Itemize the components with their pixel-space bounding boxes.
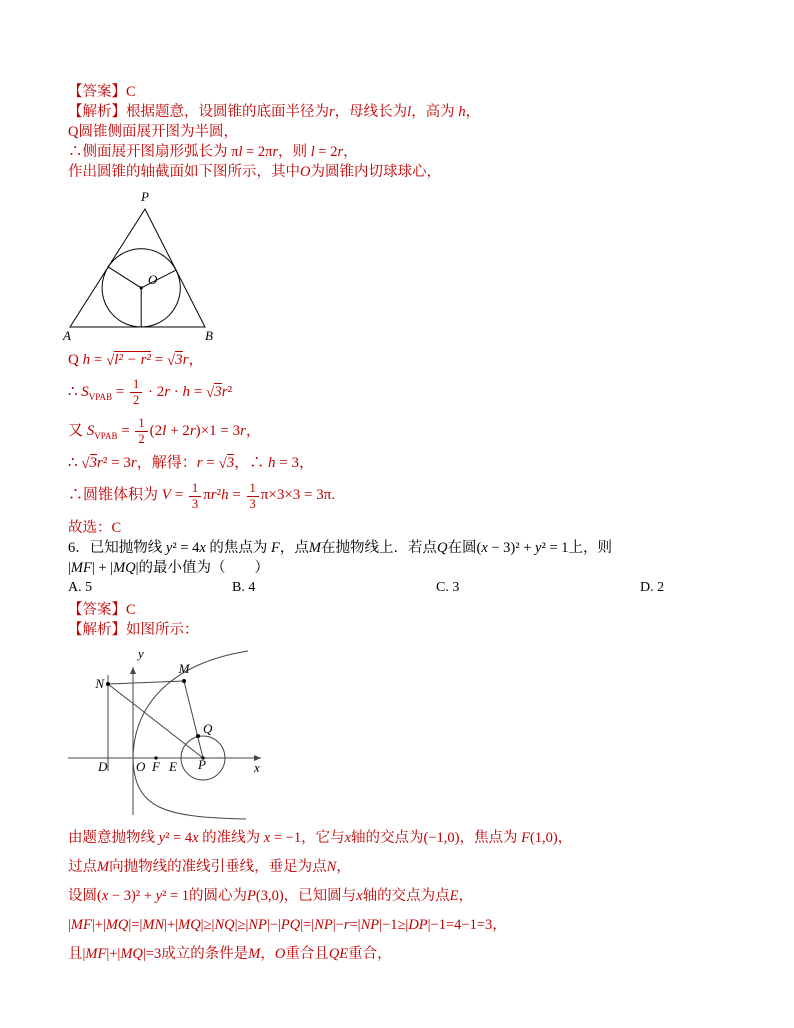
question-6-text-1: 6．已知抛物线 y² = 4x 的焦点为 F，点M在抛物线上．若点Q在圆(x − 3)² + y² = 1上，则 <box>68 539 612 556</box>
analysis-text-4: 作出圆锥的轴截面如下图所示，其中O为圆锥内切球球心， <box>68 164 441 180</box>
incenter-point <box>140 286 143 289</box>
conclusion-text: 故选：C <box>68 519 122 536</box>
radius-to-right-side <box>141 270 176 288</box>
formula-2-math: ∴ $S_{VPAB}$ = $\frac{1}{2}$ · 2r · h = √3r² <box>68 377 233 408</box>
label-x: x <box>254 759 260 775</box>
solution6-text-2: 过点M向抛物线的准线引垂线，垂足为点N， <box>68 858 351 875</box>
formula-4-math: ∴ √3r² = 3r，解得：r = √3，∴ h = 3， <box>68 455 314 473</box>
label-E: E <box>169 758 177 774</box>
options-row <box>68 580 758 600</box>
point-Q <box>196 734 200 738</box>
conclusion-line <box>68 520 758 537</box>
analysis-text-6: 如图所示： <box>126 621 199 638</box>
point-N <box>106 682 110 686</box>
option-A: A. 5 <box>68 579 93 595</box>
triangle-PAB <box>70 209 205 327</box>
analysis-text-3: ∴侧面展开图扇形弧长为 πl = 2πr，则 l = 2r， <box>68 144 358 160</box>
formula-3 <box>68 416 758 447</box>
solution6-text-5: 且|MF|+|MQ|=3成立的条件是M，O重合且QE重合， <box>68 945 392 962</box>
solution6-line-5 <box>68 945 758 964</box>
label-P: P <box>198 756 206 772</box>
answer-value-6: C <box>126 601 136 618</box>
solution6-line-1 <box>68 829 758 848</box>
answer-label: 【答案】 <box>68 84 126 100</box>
answer-line-6 <box>68 602 758 619</box>
question-6-line-2 <box>68 560 758 577</box>
formula-1 <box>68 352 758 369</box>
formula-2 <box>68 377 758 408</box>
analysis-text-1: 根据题意，设圆锥的底面半径为r，母线长为l，高为 h， <box>126 104 481 120</box>
parabola-curve <box>133 651 248 819</box>
label-F: F <box>152 758 160 774</box>
formula-5 <box>68 481 758 512</box>
label-y: y <box>138 645 144 661</box>
solution6-text-4: |MF|+|MQ|=|MN|+|MQ|≥|NQ|≥|NP|−|PQ|=|NP|−r=|NP|−1≥|DP|−1=4−1=3， <box>68 916 507 933</box>
solution6-text-1: 由题意抛物线 y² = 4x 的准线为 x = −1，它与x轴的交点为(−1,0)，焦点为 F(1,0)， <box>68 829 573 846</box>
solution6-line-3 <box>68 887 758 906</box>
answer-label-6: 【答案】 <box>68 601 126 618</box>
label-O: O <box>136 758 146 774</box>
point-M <box>182 679 186 683</box>
analysis-line-1 <box>68 104 758 121</box>
option-C: C. 3 <box>436 579 460 595</box>
segment-NM <box>108 681 184 684</box>
question-6-text-2: |MF| + |MQ|的最小值为（ ） <box>68 559 270 576</box>
axis-arrows <box>130 667 261 761</box>
analysis-line-4 <box>68 164 758 181</box>
formula-4 <box>68 455 758 472</box>
analysis-label: 【解析】 <box>68 104 126 120</box>
label-D: D <box>98 758 108 774</box>
analysis-line-6 <box>68 622 758 639</box>
label-B: B <box>205 328 213 343</box>
figure-labels <box>94 646 260 775</box>
label-N: N <box>95 675 104 691</box>
analysis-line-2 <box>68 124 758 141</box>
label-O: O <box>148 272 158 287</box>
y-axis-arrow <box>130 667 136 674</box>
cone-cross-section-figure <box>62 187 232 347</box>
triangle-with-incircle <box>70 209 205 327</box>
option-B: B. 4 <box>232 579 256 595</box>
answer-value: C <box>126 84 136 100</box>
question-6-line-1 <box>68 540 758 557</box>
solution6-line-2 <box>68 858 758 877</box>
formula-5-math: ∴圆锥体积为 V = $\frac{1}{3}$ πr²h = $\frac{1}{3}$ π×3×3 = 3π. <box>68 480 336 511</box>
parabola-circle-figure <box>68 643 278 821</box>
segment-NP <box>108 684 203 758</box>
solution6-text-3: 设圆(x − 3)² + y² = 1的圆心为P(3,0)，已知圆与x轴的交点为点E， <box>68 887 473 904</box>
label-P: P <box>141 189 149 204</box>
answer-line-5 <box>68 84 758 101</box>
label-Q: Q <box>203 720 213 736</box>
analysis-label-6: 【解析】 <box>68 621 126 638</box>
solution6-line-4 <box>68 916 758 935</box>
label-M: M <box>178 660 190 676</box>
radius-to-left-side <box>108 267 141 288</box>
formula-3-math: 又 $S_{VPAB}$ = $\frac{1}{2}$ (2l + 2r)×1 = 3r， <box>68 416 261 447</box>
analysis-text-2: Q圆锥侧面展开图为半圆， <box>68 124 238 140</box>
document-content <box>63 84 758 974</box>
segment-MP <box>184 681 203 758</box>
label-A: A <box>63 328 71 343</box>
analysis-line-3 <box>68 144 758 161</box>
option-D: D. 2 <box>640 579 665 595</box>
formula-1-math: Q h = √l² − r² = √3r， <box>68 352 204 369</box>
